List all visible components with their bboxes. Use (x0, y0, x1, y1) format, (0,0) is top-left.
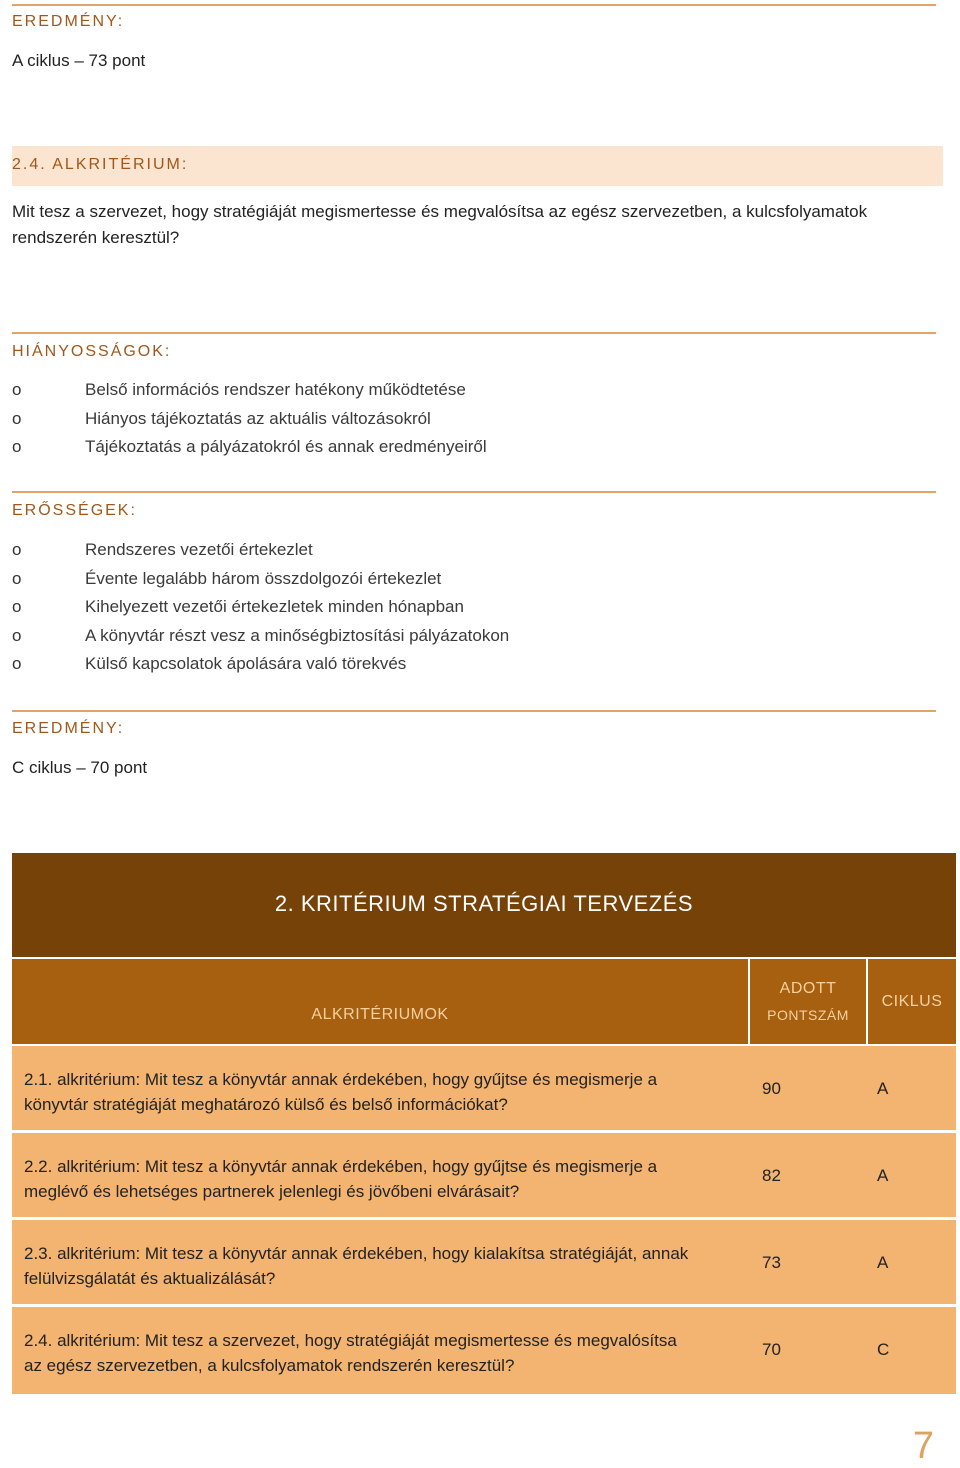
table-row (12, 1046, 956, 1130)
row-question-line1: 2.4. alkritérium: Mit tesz a szervezet, hogy stratégiáját megismertesse és megvalósítsa (24, 1331, 677, 1350)
row-cycle: A (877, 1079, 889, 1098)
bullet-marker: o (12, 597, 22, 617)
column-header-cycle-label: CIKLUS (881, 993, 943, 1010)
subcriterion-heading (12, 146, 943, 186)
column-header-points-line2: PONTSZÁM (767, 1007, 849, 1023)
bullet-marker: o (12, 437, 22, 457)
row-cycle: A (877, 1253, 889, 1272)
result-label: EREDMÉNY: (12, 720, 125, 737)
list-item-text: Rendszeres vezetői értekezlet (85, 540, 313, 559)
list-item-text: Hiányos tájékoztatás az aktuális változásokról (85, 408, 431, 428)
row-points: 73 (762, 1253, 781, 1272)
list-item-text: Külső kapcsolatok ápolására való törekvés (85, 654, 407, 674)
column-header-points-line1: ADOTT (779, 980, 837, 997)
row-question-line2: könyvtár stratégiáját meghatározó külső és belső információkat? (24, 1095, 508, 1114)
subcriterion-question-line1: Mit tesz a szervezet, hogy stratégiáját megismertesse és megvalósítsa az egész szervezetben, a kulcsfolyamatok (12, 202, 868, 221)
row-question-line2: az egész szervezetben, a kulcsfolyamatok rendszerén keresztül? (24, 1356, 515, 1375)
table-row (12, 1133, 956, 1217)
column-header-cycle (868, 959, 956, 1044)
list-item-text: Évente legalább három összdolgozói értekezlet (85, 568, 442, 588)
row-question-line1: 2.2. alkritérium: Mit tesz a könyvtár annak érdekében, hogy gyűjtse és megismerje a (24, 1157, 658, 1176)
list-item-text: Belső információs rendszer hatékony működtetése (85, 380, 466, 399)
table-title-bar (12, 853, 956, 957)
bullet-marker: o (12, 654, 22, 674)
list-item-text: Kihelyezett vezetői értekezletek minden hónapban (85, 597, 464, 617)
table-row (12, 1220, 956, 1304)
strengths-label: ERŐSSÉGEK: (12, 502, 137, 519)
row-question (24, 1241, 734, 1291)
section-rule (12, 710, 936, 712)
bullet-marker: o (12, 408, 22, 428)
row-points: 82 (762, 1166, 781, 1185)
section-rule (12, 491, 936, 493)
weaknesses-label: HIÁNYOSSÁGOK: (12, 343, 172, 360)
column-header-subcriteria-label: ALKRITÉRIUMOK (311, 1006, 449, 1023)
bullet-marker: o (12, 540, 22, 559)
row-points: 90 (762, 1079, 781, 1098)
row-question-line1: 2.3. alkritérium: Mit tesz a könyvtár annak érdekében, hogy kialakítsa stratégiáját, annak (24, 1244, 689, 1263)
list-item-text: Tájékoztatás a pályázatokról és annak eredményeiről (85, 437, 487, 457)
bullet-marker: o (12, 380, 22, 399)
row-cycle: A (877, 1166, 889, 1185)
table-row (12, 1307, 956, 1394)
subcriterion-question-line2: rendszerén keresztül? (12, 228, 180, 247)
row-question-line1: 2.1. alkritérium: Mit tesz a könyvtár annak érdekében, hogy gyűjtse és megismerje a (24, 1070, 658, 1089)
row-cycle: C (877, 1340, 890, 1359)
row-question (24, 1067, 734, 1117)
row-question-line2: meglévő és lehetséges partnerek jelenlegi és jövőbeni elvárásait? (24, 1182, 520, 1201)
row-question (24, 1328, 734, 1378)
row-question (24, 1154, 734, 1204)
table-title: 2. KRITÉRIUM STRATÉGIAI TERVEZÉS (274, 891, 694, 916)
result-value: C ciklus – 70 pont (12, 758, 148, 777)
section-rule (12, 332, 936, 334)
bullet-marker: o (12, 625, 22, 645)
page-number: 7 (912, 1425, 934, 1467)
column-header-subcriteria (12, 959, 748, 1044)
column-header-points (750, 959, 866, 1044)
section-rule (12, 4, 936, 6)
bullet-marker: o (12, 568, 22, 588)
list-item-text: A könyvtár részt vesz a minőségbiztosítási pályázatokon (85, 625, 510, 645)
result-value: A ciklus – 73 pont (12, 51, 146, 70)
row-question-line2: felülvizsgálatát és aktualizálását? (24, 1269, 276, 1288)
subcriterion-label: 2.4. ALKRITÉRIUM: (12, 156, 189, 173)
result-label: EREDMÉNY: (12, 13, 125, 30)
row-points: 70 (762, 1340, 781, 1359)
